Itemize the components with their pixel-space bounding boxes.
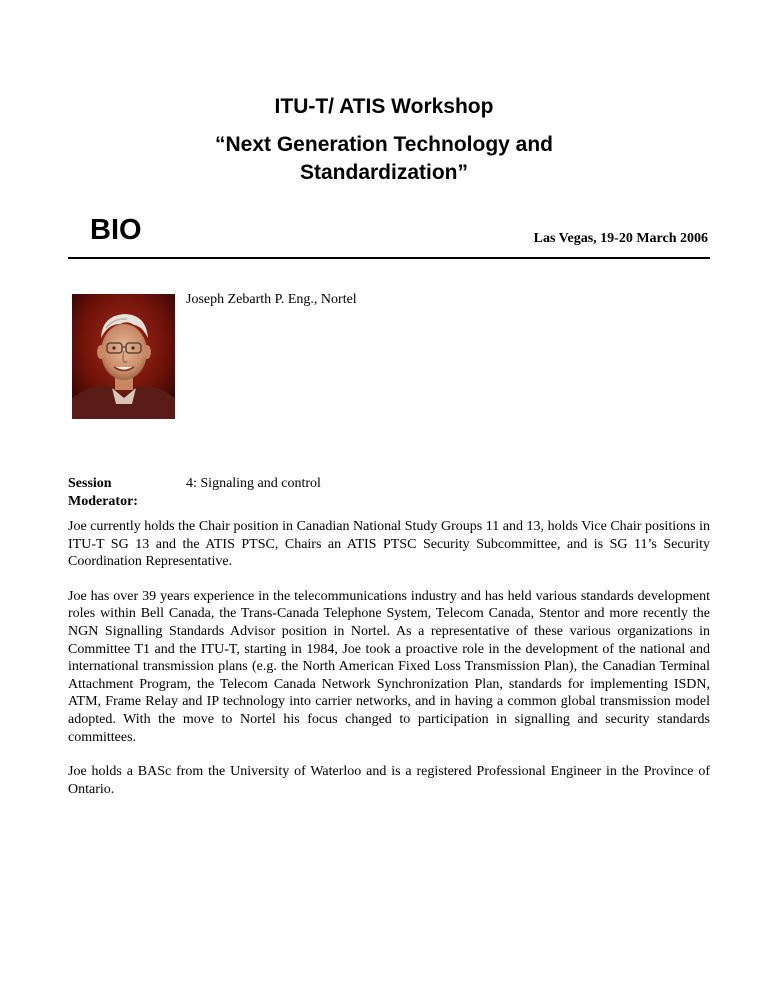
speaker-photo [72, 294, 175, 419]
role-label [68, 475, 138, 511]
header-divider [68, 257, 710, 259]
role-label-line-2: Moderator: [68, 494, 138, 509]
page-title-line-3: Standardization” [299, 161, 468, 184]
bio-paragraph: Joe holds a BASc from the University of Waterloo and is a registered Professional Engineer in the Province of Ontario. [68, 764, 710, 797]
event-date-location: Las Vegas, 19-20 March 2006 [533, 231, 708, 246]
page-title-line-1: ITU-T/ ATIS Workshop [274, 95, 494, 118]
role-label-line-1: Session [68, 476, 112, 491]
speaker-name-affiliation: Joseph Zebarth P. Eng., Nortel [186, 292, 357, 307]
role-value: 4: Signaling and control [186, 476, 321, 491]
bio-text [68, 518, 710, 815]
page-title-line-2: “Next Generation Technology and [215, 133, 553, 156]
bio-paragraph: Joe currently holds the Chair position in Canadian National Study Groups 11 and 13, holds Vice Chair positions in ITU-T SG 13 and the ATIS PTSC, Chairs an ATIS PTSC Security Subcommittee, and is SG 11’s Security Coordination Representative. [68, 519, 710, 570]
bio-heading: BIO [90, 214, 142, 246]
bio-paragraph: Joe has over 39 years experience in the telecommunications industry and has held various standards development roles within Bell Canada, the Trans-Canada Telephone System, Telecom Canada, Stentor and more recently the NGN Signalling Standards Advisor position in Nortel. As a representative of these various organizations in Committee T1 and the ITU-T, starting in 1984, Joe took a proactive role in the development of the national and international transmission plans (e.g. the North American Fixed Loss Transmission Plan), the Canadian Terminal Attachment Program, the Telecom Canada Network Synchronization Plan, standards for implementing ISDN, ATM, Frame Relay and IP technology into carrier networks, and in having a common global transmission model adopted. With the move to Nortel his focus changed to participation in signalling and security standards committees. [68, 588, 710, 745]
